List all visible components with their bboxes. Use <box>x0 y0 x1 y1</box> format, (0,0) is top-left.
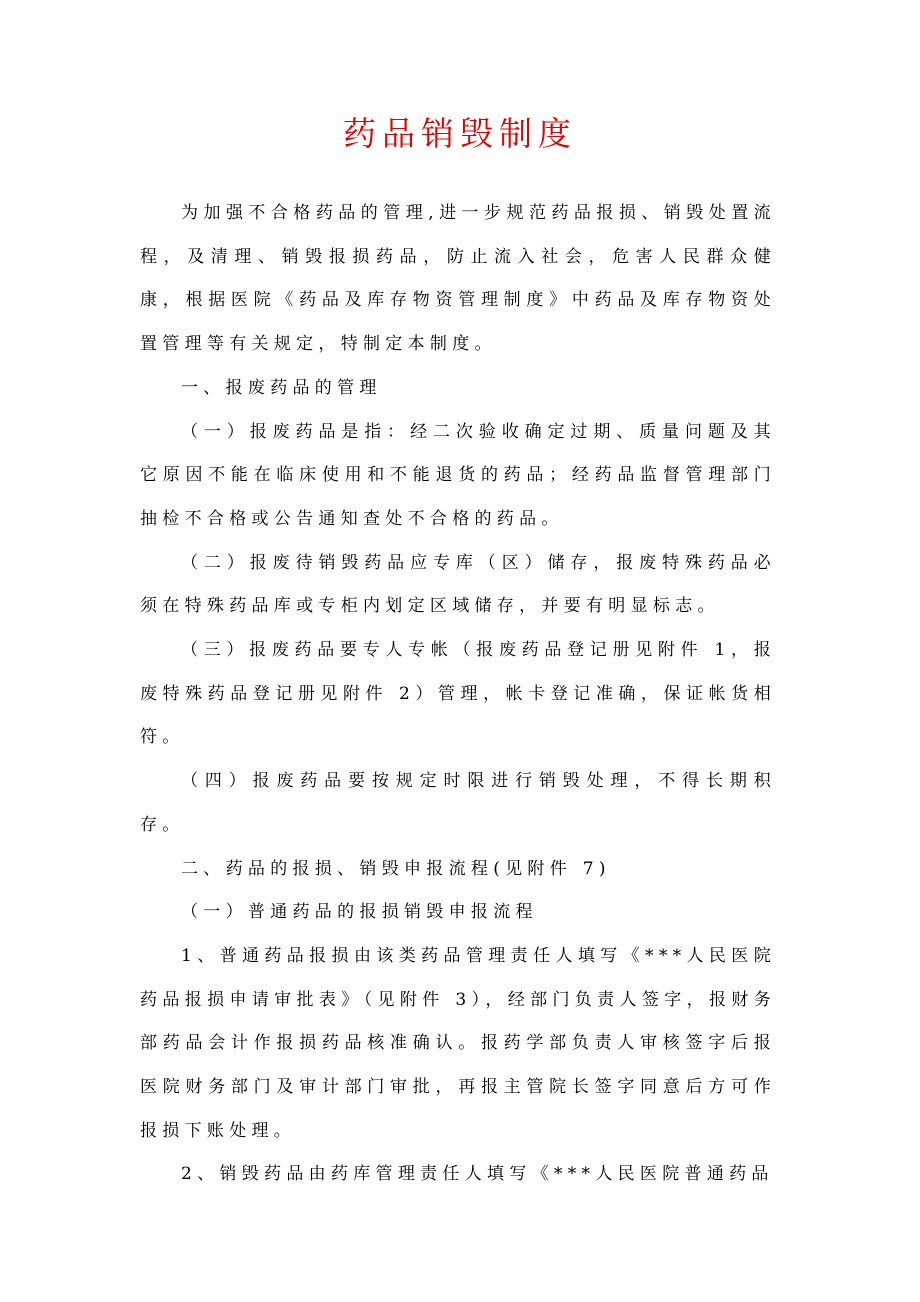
paragraph-1-2: （二）报废待销毁药品应专库（区）储存，报废特殊药品必须在特殊药品库或专柜内划定区域储存，并要有明显标志。 <box>140 552 776 617</box>
document-body <box>140 192 776 1197</box>
subsection-heading-2-1: （一）普通药品的报损销毁申报流程 <box>181 902 538 923</box>
paragraph-2-1-1: 1、普通药品报损由该类药品管理责任人填写《***人民医院药品报损申请审批表》（见附件 3），经部门负责人签字，报财务部药品会计作报损药品核准确认。报药学部负责人审核签字后报医院财务部门及审计部门审批，再报主管院长签字同意后方可作报损下账处理。 <box>140 945 776 1141</box>
section-heading-1: 一、报废药品的管理 <box>181 377 382 398</box>
document-title: 药品销毁制度 <box>343 114 577 153</box>
paragraph-1-1: （一）报废药品是指：经二次验收确定过期、质量问题及其它原因不能在临床使用和不能退货的药品；经药品监督管理部门抽检不合格或公告通知查处不合格的药品。 <box>140 421 776 529</box>
paragraph-2-1-2: 2、销毁药品由药库管理责任人填写《***人民医院普通药品 <box>181 1164 774 1185</box>
section-heading-2: 二、药品的报损、销毁申报流程(见附件 7) <box>181 858 611 879</box>
paragraph-1-3: （三）报废药品要专人专帐（报废药品登记册见附件 1，报废特殊药品登记册见附件 2）管理，帐卡登记准确，保证帐货相符。 <box>140 640 776 748</box>
paragraph-1-4: （四）报废药品要按规定时限进行销毁处理，不得长期积存。 <box>140 771 776 835</box>
paragraph-intro: 为加强不合格药品的管理,进一步规范药品报损、销毁处置流程，及清理、销毁报损药品，防止流入社会，危害人民群众健康，根据医院《药品及库存物资管理制度》中药品及库存物资处置管理等有关规定，特制定本制度。 <box>140 203 776 355</box>
